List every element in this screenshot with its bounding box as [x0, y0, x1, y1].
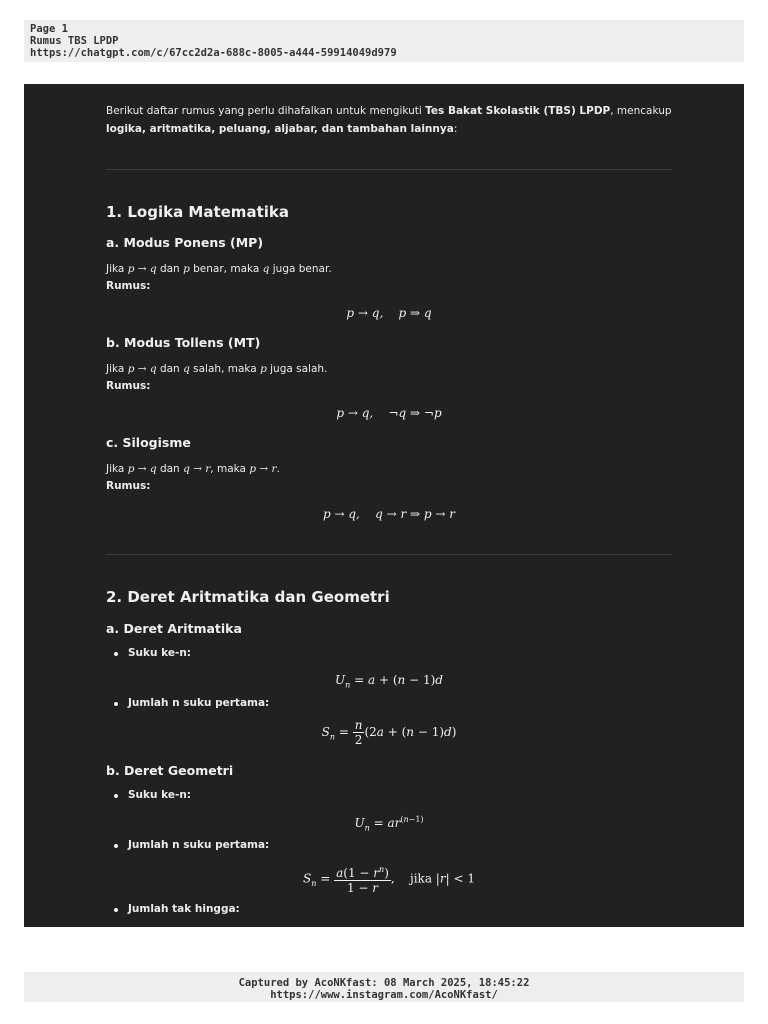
document-title: Rumus TBS LPDP [30, 35, 119, 47]
print-footer [24, 972, 744, 1002]
list-item: Jumlah tak hingga: [128, 903, 240, 915]
modus-tollens-heading: b. Modus Tollens (MT) [106, 335, 261, 350]
intro-bold-test-name: Tes Bakat Skolastik (TBS) LPDP [425, 105, 611, 117]
silogisme-formula: p → q, q → r ⇒ p → r [322, 507, 455, 521]
list-item: Suku ke-n: [128, 789, 192, 801]
page-number: Page 1 [30, 23, 68, 35]
modus-ponens-formula: p → q, p ⇒ q [346, 306, 432, 320]
silogisme-text: Jika p → q dan q → r, maka p → r. [106, 463, 280, 475]
geometric-nth-term-formula: $U_n = ar^{(n-1)}$ [354, 815, 424, 833]
arithmetic-sum-formula: $S_n$ = $\frac{n}{2}$ (2a + (n − 1)d) [321, 718, 457, 747]
list-item: Jumlah n suku pertama: [128, 839, 270, 851]
instagram-link[interactable]: https://www.instagram.com/AcoNKfast/ [270, 989, 498, 1001]
modus-ponens-text: Jika p → q dan p benar, maka q juga benar. [106, 263, 332, 275]
intro-paragraph: Berikut daftar rumus yang perlu dihafalkan untuk mengikuti Tes Bakat Skolastik (TBS) LPDP, mencakup logika, aritmatika, peluang, aljabar, dan tambahan lainnya: [106, 105, 672, 135]
list-item: Suku ke-n: [128, 647, 192, 659]
modus-ponens-heading: a. Modus Ponens (MP) [106, 235, 264, 250]
silogisme-heading: c. Silogisme [106, 435, 191, 450]
geometric-sum-formula: $S_n$ = $\frac{a(1 - r^n)}{1 - r}$ , jika |r| < 1 [303, 865, 475, 895]
intro-bold-topics: logika, aritmatika, peluang, aljabar, dan tambahan lainnya [106, 123, 454, 135]
modus-ponens-label: Rumus: [106, 280, 151, 292]
divider [106, 554, 672, 555]
arithmetic-nth-term-formula: $U_n = a + (n - 1)d$ [335, 673, 443, 690]
section-2-heading: 2. Deret Aritmatika dan Geometri [106, 588, 390, 606]
section-1-heading: 1. Logika Matematika [106, 203, 289, 221]
modus-tollens-text: Jika p → q dan q salah, maka p juga salah. [106, 363, 328, 375]
capture-info: Captured by AcoNKfast: 08 March 2025, 18:45:22 [238, 977, 530, 989]
modus-tollens-formula: p → q, ¬q ⇒ ¬p [336, 406, 442, 420]
list-item: Jumlah n suku pertama: [128, 697, 270, 709]
deret-aritmatika-heading: a. Deret Aritmatika [106, 621, 242, 636]
divider [106, 169, 672, 170]
silogisme-label: Rumus: [106, 480, 151, 492]
chat-content [24, 84, 744, 927]
modus-tollens-label: Rumus: [106, 380, 151, 392]
source-url: https://chatgpt.com/c/67cc2d2a-688c-8005-a444-59914049d979 [30, 47, 397, 59]
deret-geometri-heading: b. Deret Geometri [106, 763, 234, 778]
print-header [24, 20, 744, 62]
